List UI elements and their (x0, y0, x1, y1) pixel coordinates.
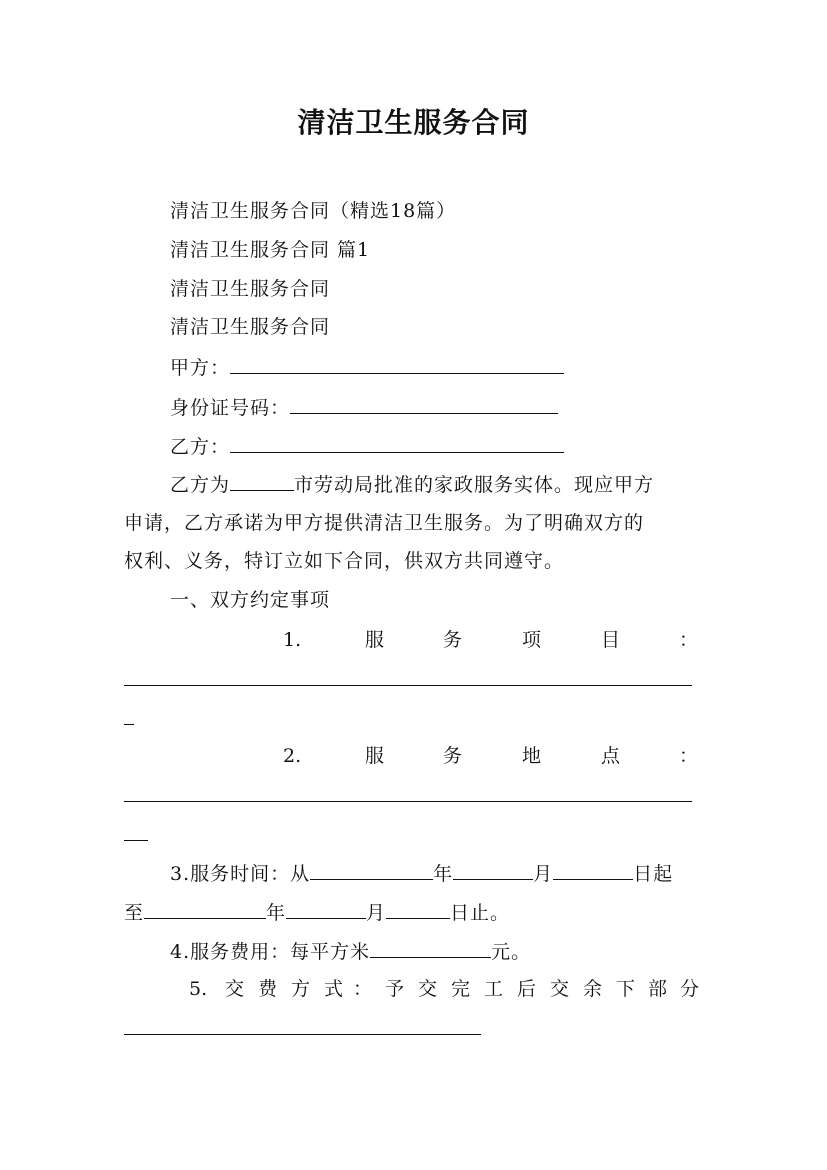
item-2-char-3: 地 (522, 745, 542, 767)
item-1-blank-rule (124, 685, 692, 686)
item-1-char-1: 服 (365, 629, 385, 651)
item-5-char: 交 (418, 978, 438, 1000)
item-5-line (0, 976, 827, 1002)
day-end-label: 日止。 (450, 902, 511, 924)
item-5-char: 方 (291, 978, 311, 1000)
city-blank (230, 470, 294, 491)
party-b-line (170, 432, 564, 460)
end-day-blank (386, 898, 450, 919)
item-5-char: ： (353, 978, 373, 1000)
year-label-2: 年 (266, 902, 287, 924)
party-a-label: 甲方： (170, 357, 231, 379)
party-a-line (170, 353, 564, 381)
item-5-char: 交 (550, 978, 570, 1000)
item-5-char: 余 (583, 978, 603, 1000)
item-2-blank-rule (124, 801, 692, 802)
month-label: 月 (533, 863, 554, 885)
item-1-char-3: 项 (522, 629, 542, 651)
item-1-line (0, 627, 827, 653)
item-2-char-2: 务 (443, 745, 463, 767)
item-5-char: 部 (648, 978, 668, 1000)
end-month-blank (286, 898, 366, 919)
item-4-line (170, 937, 531, 965)
intro-line-3: 权利、义务，特订立如下合同，供双方共同遵守。 (124, 550, 565, 572)
item-1-colon: ： (679, 629, 699, 651)
item-5-char: 分 (680, 978, 700, 1000)
id-blank (290, 393, 558, 414)
section-1-heading: 一、双方约定事项 (170, 589, 331, 611)
item-2-char-1: 服 (365, 745, 385, 767)
repeat-heading-1: 清洁卫生服务合同 (170, 278, 331, 300)
item-5-char: 工 (484, 978, 504, 1000)
item-4-label: 4.服务费用：每平方米 (170, 941, 371, 963)
id-label: 身份证号码： (170, 397, 291, 419)
item-3-line-2 (124, 898, 510, 926)
fee-blank (370, 937, 491, 958)
item-5-num: 5. (189, 978, 208, 1000)
item-2-colon: ： (679, 745, 699, 767)
item-5-char: 交 (225, 978, 245, 1000)
item-2-blank-rule-end (124, 840, 148, 841)
fee-unit: 元。 (491, 941, 532, 963)
article-heading: 清洁卫生服务合同 篇1 (170, 239, 371, 261)
item-1-num: 1. (283, 629, 302, 651)
item-5-char: 后 (517, 978, 537, 1000)
intro-line-2: 申请，乙方承诺为甲方提供清洁卫生服务。为了明确双方的 (124, 512, 645, 534)
item-1-char-4: 目 (601, 629, 621, 651)
item-5-blank-rule (124, 1034, 481, 1035)
repeat-heading-2: 清洁卫生服务合同 (170, 316, 331, 338)
item-5-char: 费 (258, 978, 278, 1000)
intro-text-a: 乙方为 (170, 474, 231, 496)
item-3-label: 3.服务时间：从 (170, 863, 311, 885)
start-day-blank (553, 859, 633, 880)
start-year-blank (310, 859, 433, 880)
day-start-label: 日起 (633, 863, 674, 885)
item-5-char: 式 (324, 978, 344, 1000)
party-b-blank (230, 432, 564, 453)
id-line (170, 393, 558, 421)
to-label: 至 (124, 902, 145, 924)
month-label-2: 月 (366, 902, 387, 924)
item-2-line (0, 743, 827, 769)
party-a-blank (230, 353, 564, 374)
start-month-blank (453, 859, 533, 880)
item-5-char: 予 (385, 978, 405, 1000)
document-title: 清洁卫生服务合同 (297, 106, 530, 139)
item-2-num: 2. (283, 745, 302, 767)
party-b-label: 乙方： (170, 436, 231, 458)
end-year-blank (144, 898, 266, 919)
item-2-char-4: 点 (601, 745, 621, 767)
intro-line-1 (170, 470, 654, 498)
item-3-line-1 (170, 859, 673, 887)
subtitle: 清洁卫生服务合同（精选18篇） (170, 200, 457, 222)
intro-text-b: 市劳动局批准的家政服务实体。现应甲方 (294, 474, 655, 496)
item-1-char-2: 务 (443, 629, 463, 651)
item-1-blank-rule-end (124, 724, 134, 725)
item-5-char: 下 (616, 978, 636, 1000)
item-5-char: 完 (451, 978, 471, 1000)
year-label: 年 (433, 863, 454, 885)
